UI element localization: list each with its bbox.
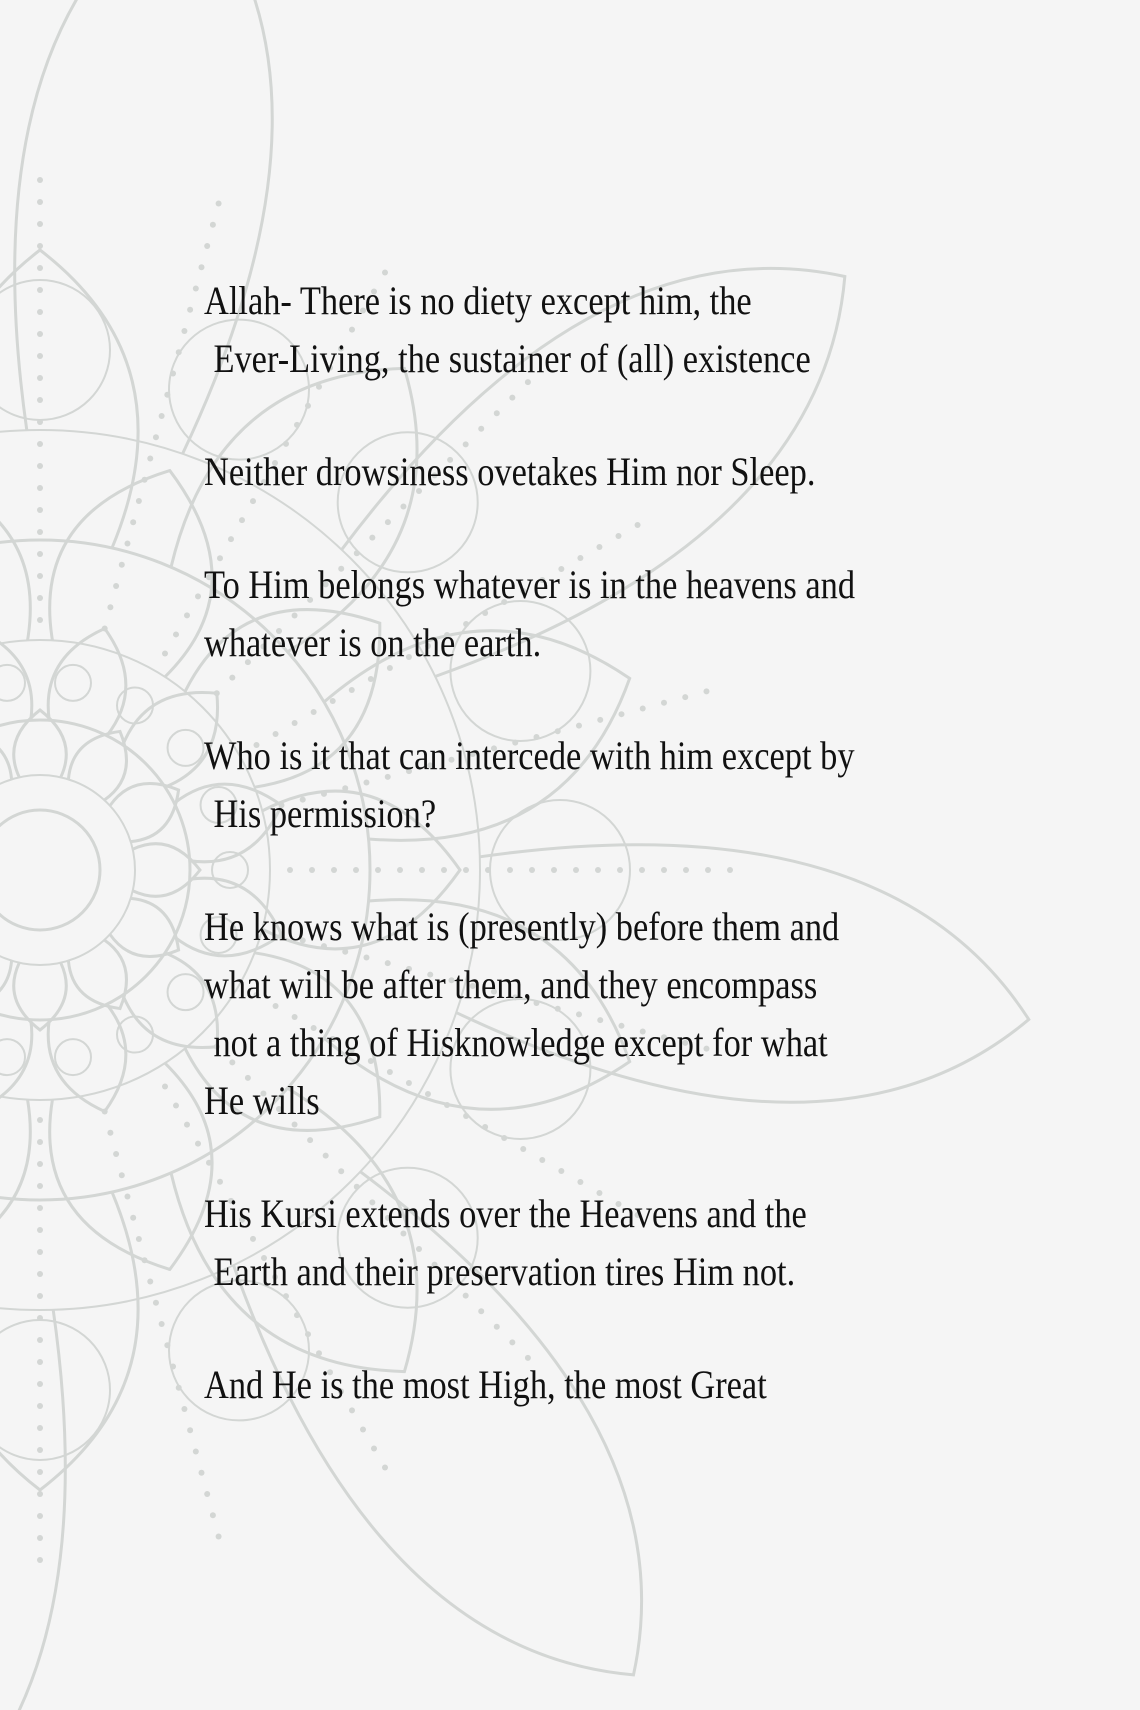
- mandala-stroke: [159, 1321, 165, 1327]
- mandala-stroke: [37, 617, 43, 623]
- verse-line: Earth and their preservation tires Him not.: [213, 1249, 796, 1294]
- mandala-stroke: [37, 331, 43, 337]
- verse-line: Neither drowsiness ovetakes Him nor Sleep.: [204, 449, 816, 494]
- mandala-stroke: [113, 1151, 119, 1157]
- mandala-stroke: [199, 1470, 205, 1476]
- verse-line: not a thing of Hisknowledge except for what: [213, 1020, 828, 1065]
- verse-2: [204, 443, 892, 501]
- mandala-stroke: [37, 309, 43, 315]
- mandala-stroke: [173, 1103, 179, 1109]
- mandala-stroke: [204, 243, 210, 249]
- mandala-stroke: [37, 1469, 43, 1475]
- mandala-stroke: [55, 1039, 91, 1075]
- mandala-stroke: [119, 1172, 125, 1178]
- mandala-stroke: [37, 1117, 43, 1123]
- mandala-stroke: [0, 250, 138, 548]
- mandala-stroke: [147, 456, 153, 462]
- mandala-stroke: [37, 507, 43, 513]
- mandala-stroke: [37, 1513, 43, 1519]
- mandala-stroke: [37, 1205, 43, 1211]
- verse-line: what will be after them, and they encompass: [204, 962, 818, 1007]
- mandala-stroke: [37, 1271, 43, 1277]
- mandala-stroke: [153, 1300, 159, 1306]
- mandala-stroke: [37, 1139, 43, 1145]
- mandala-stroke: [0, 1039, 25, 1075]
- mandala-stroke: [193, 286, 199, 292]
- mandala-stroke: [142, 1257, 148, 1263]
- verse-line: He wills: [204, 1078, 320, 1123]
- mandala-stroke: [37, 1381, 43, 1387]
- mandala-stroke: [37, 199, 43, 205]
- mandala-stroke: [216, 1533, 222, 1539]
- mandala-stroke: [37, 177, 43, 183]
- mandala-stroke: [136, 1236, 142, 1242]
- verse-line: Allah- There is no diety except him, the: [204, 278, 752, 323]
- mandala-stroke: [0, 775, 135, 965]
- mandala-stroke: [210, 222, 216, 228]
- verse-line: Ever-Living, the sustainer of (all) existence: [213, 336, 811, 381]
- verse-text: [204, 272, 1004, 1469]
- mandala-stroke: [113, 583, 119, 589]
- mandala-stroke: [37, 1227, 43, 1233]
- mandala-stroke: [37, 1425, 43, 1431]
- mandala-stroke: [37, 1293, 43, 1299]
- verse-3: [204, 556, 892, 672]
- mandala-stroke: [37, 1183, 43, 1189]
- verse-6: [204, 1185, 892, 1301]
- verse-line: He knows what is (presently) before them and: [204, 904, 840, 949]
- mandala-stroke: [37, 353, 43, 359]
- verse-5: [204, 898, 892, 1130]
- mandala-stroke: [0, 1286, 65, 1710]
- mandala-stroke: [181, 328, 187, 334]
- mandala-stroke: [37, 397, 43, 403]
- mandala-stroke: [37, 485, 43, 491]
- mandala-stroke: [181, 1406, 187, 1412]
- mandala-stroke: [37, 463, 43, 469]
- mandala-stroke: [102, 1108, 108, 1114]
- mandala-stroke: [37, 243, 43, 249]
- mandala-stroke: [0, 1192, 138, 1490]
- mandala-stroke: [184, 612, 190, 618]
- verse-7: [204, 1356, 892, 1414]
- mandala-stroke: [0, 665, 25, 701]
- mandala-stroke: [162, 650, 168, 656]
- mandala-stroke: [173, 631, 179, 637]
- mandala-stroke: [37, 287, 43, 293]
- mandala-stroke: [37, 551, 43, 557]
- verse-line: His Kursi extends over the Heavens and the: [204, 1191, 807, 1236]
- mandala-stroke: [124, 541, 130, 547]
- mandala-stroke: [37, 1403, 43, 1409]
- mandala-stroke: [204, 1491, 210, 1497]
- mandala-stroke: [37, 1359, 43, 1365]
- verse-line: To Him belongs whatever is in the heavens and: [204, 562, 856, 607]
- mandala-stroke: [210, 1512, 216, 1518]
- mandala-stroke: [37, 221, 43, 227]
- mandala-stroke: [107, 1130, 113, 1136]
- mandala-stroke: [102, 626, 108, 632]
- mandala-stroke: [168, 974, 204, 1010]
- mandala-stroke: [37, 1447, 43, 1453]
- mandala-stroke: [55, 665, 91, 701]
- verse-4: [204, 727, 892, 843]
- mandala-stroke: [37, 573, 43, 579]
- mandala-stroke: [37, 441, 43, 447]
- mandala-stroke: [130, 519, 136, 525]
- mandala-stroke: [119, 562, 125, 568]
- mandala-stroke: [124, 1193, 130, 1199]
- mandala-stroke: [0, 810, 100, 930]
- mandala-stroke: [37, 1557, 43, 1563]
- mandala-stroke: [37, 1491, 43, 1497]
- mandala-stroke: [37, 265, 43, 271]
- mandala-stroke: [142, 477, 148, 483]
- mandala-stroke: [130, 1215, 136, 1221]
- mandala-stroke: [195, 593, 201, 599]
- mandala-stroke: [153, 434, 159, 440]
- mandala-stroke: [0, 731, 12, 800]
- mandala-stroke: [187, 307, 193, 313]
- mandala-stroke: [168, 730, 204, 766]
- mandala-stroke: [37, 1535, 43, 1541]
- verse-line: And He is the most High, the most Great: [204, 1362, 767, 1407]
- mandala-stroke: [37, 1249, 43, 1255]
- mandala-stroke: [159, 413, 165, 419]
- mandala-stroke: [0, 720, 190, 1020]
- mandala-stroke: [216, 201, 222, 207]
- mandala-stroke: [37, 1337, 43, 1343]
- verse-line: whatever is on the earth.: [204, 620, 542, 665]
- mandala-stroke: [199, 264, 205, 270]
- mandala-stroke: [0, 940, 12, 1009]
- mandala-stroke: [184, 1122, 190, 1128]
- mandala-stroke: [193, 1448, 199, 1454]
- mandala-stroke: [37, 595, 43, 601]
- verse-line: Who is it that can intercede with him except by: [204, 733, 855, 778]
- mandala-stroke: [187, 1427, 193, 1433]
- mandala-stroke: [136, 498, 142, 504]
- mandala-stroke: [37, 375, 43, 381]
- mandala-stroke: [147, 1278, 153, 1284]
- mandala-stroke: [107, 604, 113, 610]
- mandala-stroke: [37, 529, 43, 535]
- mandala-stroke: [37, 1161, 43, 1167]
- verse-line: His permission?: [213, 791, 437, 836]
- verse-1: [204, 272, 892, 388]
- mandala-stroke: [195, 1141, 201, 1147]
- mandala-stroke: [162, 1084, 168, 1090]
